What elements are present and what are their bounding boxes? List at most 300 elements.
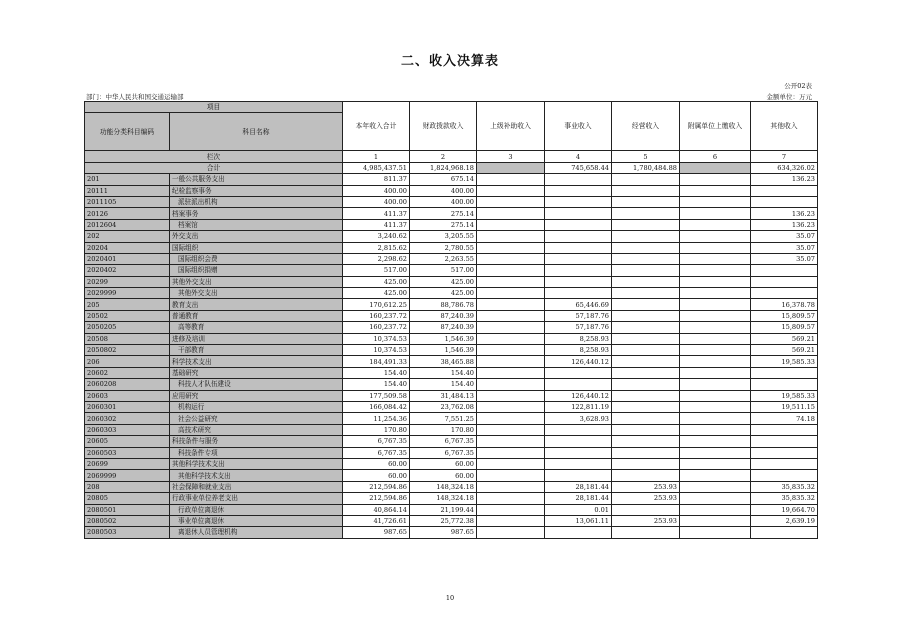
row-value: 148,324.18 bbox=[410, 493, 477, 504]
table-row bbox=[85, 401, 818, 412]
row-value bbox=[612, 379, 680, 390]
row-value bbox=[477, 367, 545, 378]
row-name: 普通教育 bbox=[170, 310, 343, 321]
total-value bbox=[477, 162, 545, 173]
row-value bbox=[612, 436, 680, 447]
row-name: 高等教育 bbox=[170, 322, 343, 333]
row-value bbox=[545, 436, 612, 447]
table-row bbox=[85, 458, 818, 469]
row-value bbox=[680, 208, 751, 219]
row-code: 2050205 bbox=[85, 322, 170, 333]
table-row bbox=[85, 424, 818, 435]
row-value bbox=[680, 424, 751, 435]
table-row bbox=[85, 196, 818, 207]
row-value bbox=[680, 436, 751, 447]
row-value bbox=[477, 458, 545, 469]
row-value: 253.93 bbox=[612, 481, 680, 492]
table-row bbox=[85, 493, 818, 504]
row-value: 122,811.19 bbox=[545, 401, 612, 412]
row-value: 126,440.12 bbox=[545, 356, 612, 367]
row-value bbox=[612, 310, 680, 321]
row-value: 2,780.55 bbox=[410, 242, 477, 253]
row-value bbox=[545, 265, 612, 276]
row-value: 25,772.38 bbox=[410, 515, 477, 526]
header-col-6: 附属单位上缴收入 bbox=[680, 102, 751, 151]
table-row bbox=[85, 322, 818, 333]
row-value: 2,639.19 bbox=[751, 515, 818, 526]
row-value: 74.18 bbox=[751, 413, 818, 424]
row-code: 2060208 bbox=[85, 379, 170, 390]
total-label: 合计 bbox=[85, 162, 343, 173]
row-code: 20605 bbox=[85, 436, 170, 447]
row-value bbox=[680, 470, 751, 481]
row-value bbox=[545, 242, 612, 253]
row-value bbox=[751, 379, 818, 390]
row-value bbox=[612, 265, 680, 276]
row-name: 其他外交支出 bbox=[170, 276, 343, 287]
row-value bbox=[545, 470, 612, 481]
row-value bbox=[545, 447, 612, 458]
row-value bbox=[612, 231, 680, 242]
page-number: 10 bbox=[445, 594, 455, 602]
row-value bbox=[751, 470, 818, 481]
row-value: 8,258.93 bbox=[545, 333, 612, 344]
table-row bbox=[85, 515, 818, 526]
table-row bbox=[85, 447, 818, 458]
row-value: 6,767.35 bbox=[343, 447, 410, 458]
row-value: 88,786.78 bbox=[410, 299, 477, 310]
row-value bbox=[477, 299, 545, 310]
row-value: 3,205.55 bbox=[410, 231, 477, 242]
column-number: 3 bbox=[477, 151, 545, 162]
row-value bbox=[680, 276, 751, 287]
row-value: 16,378.78 bbox=[751, 299, 818, 310]
row-value bbox=[680, 367, 751, 378]
row-value bbox=[751, 367, 818, 378]
row-name: 教育支出 bbox=[170, 299, 343, 310]
row-value bbox=[545, 174, 612, 185]
row-value bbox=[612, 345, 680, 356]
total-value: 634,326.02 bbox=[751, 162, 818, 173]
row-value bbox=[477, 493, 545, 504]
row-value bbox=[612, 185, 680, 196]
row-value bbox=[477, 253, 545, 264]
row-value bbox=[477, 174, 545, 185]
row-value: 19,585.33 bbox=[751, 356, 818, 367]
row-value: 987.65 bbox=[343, 527, 410, 538]
row-value bbox=[477, 515, 545, 526]
row-value bbox=[680, 174, 751, 185]
row-value: 65,446.69 bbox=[545, 299, 612, 310]
table-row bbox=[85, 299, 818, 310]
row-code: 2020402 bbox=[85, 265, 170, 276]
row-value: 253.93 bbox=[612, 515, 680, 526]
row-value: 28,181.44 bbox=[545, 481, 612, 492]
row-value bbox=[680, 253, 751, 264]
row-value bbox=[680, 458, 751, 469]
row-value: 425.00 bbox=[343, 288, 410, 299]
table-row bbox=[85, 481, 818, 492]
row-value: 35,835.32 bbox=[751, 493, 818, 504]
row-code: 2080502 bbox=[85, 515, 170, 526]
row-value: 170.80 bbox=[410, 424, 477, 435]
row-value: 28,181.44 bbox=[545, 493, 612, 504]
row-value: 3,628.93 bbox=[545, 413, 612, 424]
row-value: 31,484.13 bbox=[410, 390, 477, 401]
row-value: 212,594.86 bbox=[343, 493, 410, 504]
row-code: 20299 bbox=[85, 276, 170, 287]
row-value bbox=[612, 299, 680, 310]
row-value bbox=[477, 481, 545, 492]
row-value: 154.40 bbox=[343, 379, 410, 390]
header-col-3: 上级补助收入 bbox=[477, 102, 545, 151]
row-value: 15,809.57 bbox=[751, 322, 818, 333]
form-code: 公开02表 bbox=[784, 82, 812, 90]
header-col-2: 财政拨款收入 bbox=[410, 102, 477, 151]
row-name: 科学技术支出 bbox=[170, 356, 343, 367]
row-value bbox=[751, 436, 818, 447]
row-name: 其他科学技术支出 bbox=[170, 458, 343, 469]
header-name: 科目名称 bbox=[170, 113, 343, 151]
row-value: 60.00 bbox=[410, 458, 477, 469]
row-value bbox=[680, 504, 751, 515]
row-name: 基础研究 bbox=[170, 367, 343, 378]
row-value: 19,585.33 bbox=[751, 390, 818, 401]
table-row bbox=[85, 413, 818, 424]
row-value bbox=[612, 242, 680, 253]
row-value bbox=[751, 276, 818, 287]
row-value: 2,263.55 bbox=[410, 253, 477, 264]
row-code: 2020401 bbox=[85, 253, 170, 264]
row-value bbox=[612, 208, 680, 219]
row-value: 177,509.58 bbox=[343, 390, 410, 401]
row-code: 2060303 bbox=[85, 424, 170, 435]
row-value: 275.14 bbox=[410, 208, 477, 219]
row-name: 档案事务 bbox=[170, 208, 343, 219]
row-code: 2080503 bbox=[85, 527, 170, 538]
row-value: 166,084.42 bbox=[343, 401, 410, 412]
row-value: 400.00 bbox=[410, 185, 477, 196]
table-row bbox=[85, 379, 818, 390]
row-name: 其他外交支出 bbox=[170, 288, 343, 299]
row-value: 811.37 bbox=[343, 174, 410, 185]
total-value bbox=[680, 162, 751, 173]
row-value: 57,187.76 bbox=[545, 310, 612, 321]
column-number: 7 bbox=[751, 151, 818, 162]
row-code: 20602 bbox=[85, 367, 170, 378]
row-value: 35,835.32 bbox=[751, 481, 818, 492]
row-name: 派驻派出机构 bbox=[170, 196, 343, 207]
row-value bbox=[612, 322, 680, 333]
row-code: 2080501 bbox=[85, 504, 170, 515]
table-row bbox=[85, 219, 818, 230]
row-name: 科技人才队伍建设 bbox=[170, 379, 343, 390]
row-code: 20699 bbox=[85, 458, 170, 469]
unit-label: 金额单位：万元 bbox=[766, 93, 812, 101]
row-name: 其他科学技术支出 bbox=[170, 470, 343, 481]
row-value bbox=[477, 185, 545, 196]
row-value bbox=[751, 458, 818, 469]
row-value: 40,864.14 bbox=[343, 504, 410, 515]
row-value: 253.93 bbox=[612, 493, 680, 504]
column-number: 2 bbox=[410, 151, 477, 162]
row-value bbox=[680, 288, 751, 299]
row-value bbox=[751, 288, 818, 299]
row-value: 10,374.53 bbox=[343, 333, 410, 344]
row-name: 高技术研究 bbox=[170, 424, 343, 435]
table-row bbox=[85, 504, 818, 515]
row-name: 档案馆 bbox=[170, 219, 343, 230]
row-value: 60.00 bbox=[343, 458, 410, 469]
row-value: 148,324.18 bbox=[410, 481, 477, 492]
row-value: 60.00 bbox=[410, 470, 477, 481]
row-name: 科技条件与服务 bbox=[170, 436, 343, 447]
row-value bbox=[680, 447, 751, 458]
table-row bbox=[85, 310, 818, 321]
column-number-row bbox=[85, 151, 818, 162]
row-value: 2,298.62 bbox=[343, 253, 410, 264]
row-value bbox=[477, 356, 545, 367]
row-code: 20502 bbox=[85, 310, 170, 321]
row-value: 160,237.72 bbox=[343, 322, 410, 333]
table-row bbox=[85, 288, 818, 299]
row-value bbox=[545, 208, 612, 219]
row-name: 机构运行 bbox=[170, 401, 343, 412]
row-value bbox=[680, 481, 751, 492]
row-value bbox=[612, 356, 680, 367]
row-value: 15,809.57 bbox=[751, 310, 818, 321]
row-code: 201 bbox=[85, 174, 170, 185]
row-value bbox=[545, 253, 612, 264]
row-value: 19,664.70 bbox=[751, 504, 818, 515]
row-value: 0.01 bbox=[545, 504, 612, 515]
row-value bbox=[545, 424, 612, 435]
row-value: 569.21 bbox=[751, 333, 818, 344]
row-value: 126,440.12 bbox=[545, 390, 612, 401]
row-value bbox=[477, 276, 545, 287]
row-code: 20508 bbox=[85, 333, 170, 344]
row-code: 202 bbox=[85, 231, 170, 242]
row-value bbox=[477, 401, 545, 412]
row-value bbox=[545, 458, 612, 469]
row-value: 154.40 bbox=[410, 367, 477, 378]
row-value bbox=[612, 470, 680, 481]
row-value: 6,767.35 bbox=[410, 447, 477, 458]
row-code: 2011105 bbox=[85, 196, 170, 207]
row-value bbox=[477, 265, 545, 276]
row-value: 275.14 bbox=[410, 219, 477, 230]
row-value: 10,374.53 bbox=[343, 345, 410, 356]
row-name: 事业单位离退休 bbox=[170, 515, 343, 526]
row-value: 517.00 bbox=[410, 265, 477, 276]
row-value: 38,465.88 bbox=[410, 356, 477, 367]
row-value bbox=[477, 242, 545, 253]
row-code: 2012604 bbox=[85, 219, 170, 230]
row-name: 进修及培训 bbox=[170, 333, 343, 344]
row-value: 13,061.11 bbox=[545, 515, 612, 526]
row-value: 21,199.44 bbox=[410, 504, 477, 515]
row-code: 20126 bbox=[85, 208, 170, 219]
table-row bbox=[85, 185, 818, 196]
row-value bbox=[680, 299, 751, 310]
column-number: 6 bbox=[680, 151, 751, 162]
row-name: 应用研究 bbox=[170, 390, 343, 401]
row-value bbox=[680, 356, 751, 367]
row-code: 20805 bbox=[85, 493, 170, 504]
row-value: 60.00 bbox=[343, 470, 410, 481]
table-row bbox=[85, 333, 818, 344]
total-value: 1,780,484.88 bbox=[612, 162, 680, 173]
total-value: 4,985,437.51 bbox=[343, 162, 410, 173]
row-value bbox=[477, 447, 545, 458]
total-row bbox=[85, 162, 818, 173]
row-code: 205 bbox=[85, 299, 170, 310]
row-value: 8,258.93 bbox=[545, 345, 612, 356]
row-value: 35.07 bbox=[751, 253, 818, 264]
row-value bbox=[751, 527, 818, 538]
header-item: 项目 bbox=[85, 102, 343, 113]
row-value bbox=[477, 436, 545, 447]
row-code: 20603 bbox=[85, 390, 170, 401]
row-code: 2060503 bbox=[85, 447, 170, 458]
row-value bbox=[477, 208, 545, 219]
row-value: 1,546.39 bbox=[410, 333, 477, 344]
row-value: 41,726.61 bbox=[343, 515, 410, 526]
row-code: 2060301 bbox=[85, 401, 170, 412]
row-value bbox=[612, 424, 680, 435]
row-value: 212,594.86 bbox=[343, 481, 410, 492]
row-name: 科技条件专项 bbox=[170, 447, 343, 458]
row-value: 400.00 bbox=[343, 196, 410, 207]
row-value bbox=[545, 219, 612, 230]
row-value: 57,187.76 bbox=[545, 322, 612, 333]
total-value: 1,824,968.18 bbox=[410, 162, 477, 173]
row-value: 160,237.72 bbox=[343, 310, 410, 321]
row-value: 425.00 bbox=[410, 288, 477, 299]
row-value: 23,762.08 bbox=[410, 401, 477, 412]
row-value: 136.23 bbox=[751, 174, 818, 185]
row-value bbox=[477, 470, 545, 481]
row-value: 136.23 bbox=[751, 208, 818, 219]
row-value bbox=[751, 185, 818, 196]
row-value bbox=[612, 447, 680, 458]
row-name: 干部教育 bbox=[170, 345, 343, 356]
row-value: 400.00 bbox=[410, 196, 477, 207]
row-value: 3,240.62 bbox=[343, 231, 410, 242]
row-value bbox=[751, 196, 818, 207]
row-name: 国际组织会费 bbox=[170, 253, 343, 264]
header-code: 功能分类科目编码 bbox=[85, 113, 170, 151]
row-value bbox=[751, 447, 818, 458]
row-name: 国际组织捐赠 bbox=[170, 265, 343, 276]
row-code: 206 bbox=[85, 356, 170, 367]
row-value bbox=[477, 196, 545, 207]
row-code: 2029999 bbox=[85, 288, 170, 299]
row-value bbox=[477, 219, 545, 230]
row-name: 纪检监察事务 bbox=[170, 185, 343, 196]
row-value bbox=[545, 196, 612, 207]
row-name: 外交支出 bbox=[170, 231, 343, 242]
row-value bbox=[612, 333, 680, 344]
row-value bbox=[477, 390, 545, 401]
row-value: 411.37 bbox=[343, 219, 410, 230]
row-value: 6,767.35 bbox=[410, 436, 477, 447]
table-row bbox=[85, 276, 818, 287]
row-value bbox=[680, 242, 751, 253]
row-value bbox=[680, 390, 751, 401]
row-value: 154.40 bbox=[410, 379, 477, 390]
table-row bbox=[85, 231, 818, 242]
row-code: 208 bbox=[85, 481, 170, 492]
row-value: 675.14 bbox=[410, 174, 477, 185]
row-value bbox=[612, 276, 680, 287]
row-value bbox=[612, 174, 680, 185]
row-value bbox=[680, 265, 751, 276]
table-row bbox=[85, 436, 818, 447]
row-value: 425.00 bbox=[410, 276, 477, 287]
row-value bbox=[477, 333, 545, 344]
row-value: 569.21 bbox=[751, 345, 818, 356]
table-row bbox=[85, 253, 818, 264]
row-name: 离退休人员管理机构 bbox=[170, 527, 343, 538]
row-value: 11,254.36 bbox=[343, 413, 410, 424]
row-value bbox=[680, 219, 751, 230]
row-value bbox=[680, 413, 751, 424]
row-code: 20111 bbox=[85, 185, 170, 196]
row-value bbox=[545, 379, 612, 390]
table-row bbox=[85, 265, 818, 276]
row-value bbox=[680, 527, 751, 538]
row-value bbox=[612, 253, 680, 264]
row-value: 35.07 bbox=[751, 242, 818, 253]
row-value bbox=[680, 401, 751, 412]
row-value bbox=[680, 310, 751, 321]
row-name: 行政单位离退休 bbox=[170, 504, 343, 515]
department-label: 部门：中华人民共和国交通运输部 bbox=[86, 93, 184, 101]
row-value bbox=[612, 367, 680, 378]
row-value bbox=[612, 401, 680, 412]
header-col-1: 本年收入合计 bbox=[343, 102, 410, 151]
header-col-5: 经营收入 bbox=[612, 102, 680, 151]
row-value: 2,815.62 bbox=[343, 242, 410, 253]
row-value bbox=[477, 413, 545, 424]
column-number-label: 栏次 bbox=[85, 151, 343, 162]
row-value bbox=[680, 379, 751, 390]
row-value: 154.40 bbox=[343, 367, 410, 378]
row-value: 400.00 bbox=[343, 185, 410, 196]
row-value bbox=[612, 504, 680, 515]
row-value: 184,491.33 bbox=[343, 356, 410, 367]
row-value bbox=[477, 345, 545, 356]
row-value bbox=[612, 390, 680, 401]
header-col-7: 其他收入 bbox=[751, 102, 818, 151]
table-row bbox=[85, 470, 818, 481]
row-value: 136.23 bbox=[751, 219, 818, 230]
row-value bbox=[751, 424, 818, 435]
row-value bbox=[751, 265, 818, 276]
row-name: 国际组织 bbox=[170, 242, 343, 253]
row-value: 7,551.25 bbox=[410, 413, 477, 424]
row-value: 6,767.35 bbox=[343, 436, 410, 447]
row-value bbox=[477, 379, 545, 390]
row-value: 35.07 bbox=[751, 231, 818, 242]
row-value bbox=[477, 322, 545, 333]
row-value: 1,546.39 bbox=[410, 345, 477, 356]
row-value bbox=[612, 196, 680, 207]
total-value: 745,658.44 bbox=[545, 162, 612, 173]
row-code: 2060302 bbox=[85, 413, 170, 424]
row-name: 社会保障和就业支出 bbox=[170, 481, 343, 492]
